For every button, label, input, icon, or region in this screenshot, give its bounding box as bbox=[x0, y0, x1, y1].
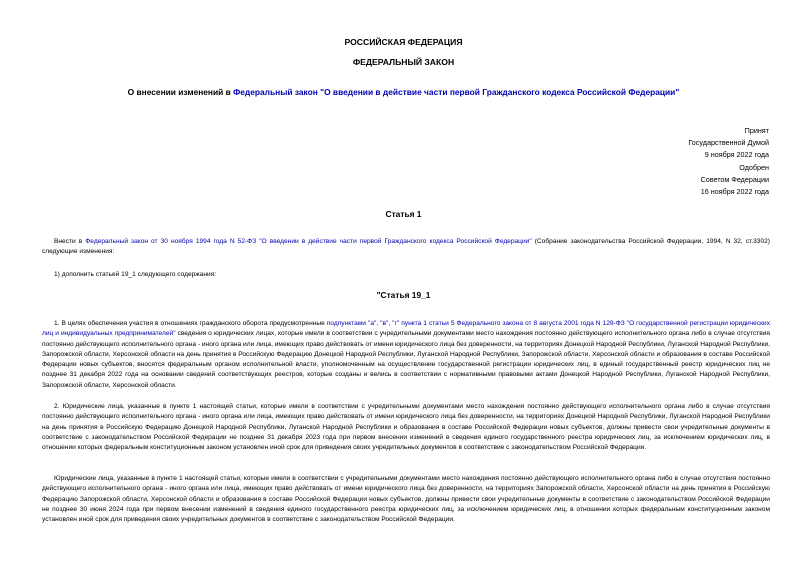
article-1-intro bbox=[42, 237, 770, 258]
law-subject bbox=[0, 87, 807, 97]
p1-prefix: 1. В целях обеспечения участия в отношениях гражданского оборота предусмотренные bbox=[54, 320, 327, 327]
p1-suffix: сведения о юридических лицах, которые имели в соответствии с учредительными документами место нахождения постоянно действующего исполнительного органа либо в случае отсутствия постоянно действующего исполнительного органа - иного органа или лица, имеющих право действовать от имени юридического лица без доверенности, на территориях Донецкой Народной Республики, Луганской Народной Республики, Запорожской области, Херсонской области на день принятия в Российскую Федерацию Донецкой Народной Республики, Луганской Народной Республики, Запорожской области, Херсонской области и образования в составе Российской Федерации новых субъектов, вносятся федеральным органом исполнительной власти, уполномоченным на осуществление государственной регистрации юридических лиц, в единый государственный реестр юридических лиц не позднее 31 декабря 2022 года на основании сведений соответствующих реестров, которые созданы и велись в соответствии с нормативными правовыми актами Донецкой Народной Республики, Луганской Народной Республики, Запорожской области, Херсонской области. bbox=[42, 330, 770, 389]
country-heading: РОССИЙСКАЯ ФЕДЕРАЦИЯ bbox=[344, 37, 463, 47]
adoption-line: Советом Федерации bbox=[700, 174, 769, 184]
adoption-line: Государственной Думой bbox=[688, 138, 769, 148]
adoption-line: 16 ноября 2022 года bbox=[700, 187, 769, 197]
adoption-line: Одобрен bbox=[739, 162, 769, 172]
article-19-1-paragraph-3: Юридические лица, указанные в пункте 1 настоящей статьи, которые имели в соответствии с учредительными документами место нахождения постоянно действующего исполнительного органа либо в случае отсутствия постоянно действующего исполнительного органа - иного органа или лица, имеющих право действовать от имени юридического лица без доверенности, на территориях Запорожской области, Херсонской области на день принятия в Российскую Федерацию Запорожской области, Херсонской области и образования в составе Российской Федерации новых субъектов, должны привести свои учредительные документы в соответствие с законодательством Российской Федерации не позднее 30 июня 2024 года при первом внесении изменений в сведения единого государственного реестра юридических лиц, за исключением юридических лиц, в отношении которых федеральным конституционным законом установлен иной срок для приведения своих учредительных документов в соответствие с законодательством Российской Федерации. bbox=[42, 475, 770, 524]
article-1-heading: Статья 1 bbox=[385, 209, 422, 219]
p1-law-link[interactable]: подпунктами "а", "в", "г" пункта 1 статьи 5 Федерального закона от 8 августа 2001 года N 129-ФЗ "О государственной регистрации юридических лиц и индивидуальных предпринимателей" bbox=[42, 320, 770, 338]
article-1-item-1: 1) дополнить статьей 19_1 следующего содержания: bbox=[54, 271, 217, 278]
intro-law-link[interactable]: Федеральный закон от 30 ноября 1994 года N 52-ФЗ "О введении в действие части первой Гражданского кодекса Российской Федерации" bbox=[85, 238, 532, 245]
adoption-line: Принят bbox=[744, 126, 769, 135]
law-type-heading: ФЕДЕРАЛЬНЫЙ ЗАКОН bbox=[352, 57, 455, 67]
article-19-1-heading: "Статья 19_1 bbox=[376, 290, 431, 300]
intro-prefix: Внести в bbox=[54, 238, 86, 245]
article-19-1-paragraph-1 bbox=[42, 319, 770, 391]
subject-law-link[interactable]: Федеральный закон "О введении в действие части первой Гражданского кодекса Российской Федерации" bbox=[233, 87, 680, 97]
intro-suffix: (Собрание законодательства Российской Федерации, 1994, N 32, ст.3302) следующие изменения: bbox=[42, 238, 771, 256]
adoption-line: 9 ноября 2022 года bbox=[704, 150, 769, 160]
article-19-1-paragraph-2: 2. Юридические лица, указанные в пункте 1 настоящей статьи, которые имели в соответствии с учредительными документами место нахождения постоянно действующего исполнительного органа либо в случае отсутствия постоянно действующего исполнительного органа - иного органа или лица, имеющих право действовать от имени юридического лица без доверенности, на территориях Донецкой Народной Республики, Луганской Народной Республики на день принятия в Российскую Федерацию Донецкой Народной Республики, Луганской Народной Республики и образования в составе Российской Федерации новых субъектов, должны привести свои учредительные документы в соответствие с законодательством Российской Федерации не позднее 31 декабря 2023 года при первом внесении изменений в сведения единого государственного реестра юридических лиц, за исключением юридических лиц, в отношении которых федеральным конституционным законом установлен иной срок для приведения своих учредительных документов в соответствие с законодательством Российской Федерации. bbox=[42, 403, 770, 452]
adoption-block bbox=[688, 125, 769, 198]
subject-prefix: О внесении изменений в bbox=[127, 87, 234, 97]
